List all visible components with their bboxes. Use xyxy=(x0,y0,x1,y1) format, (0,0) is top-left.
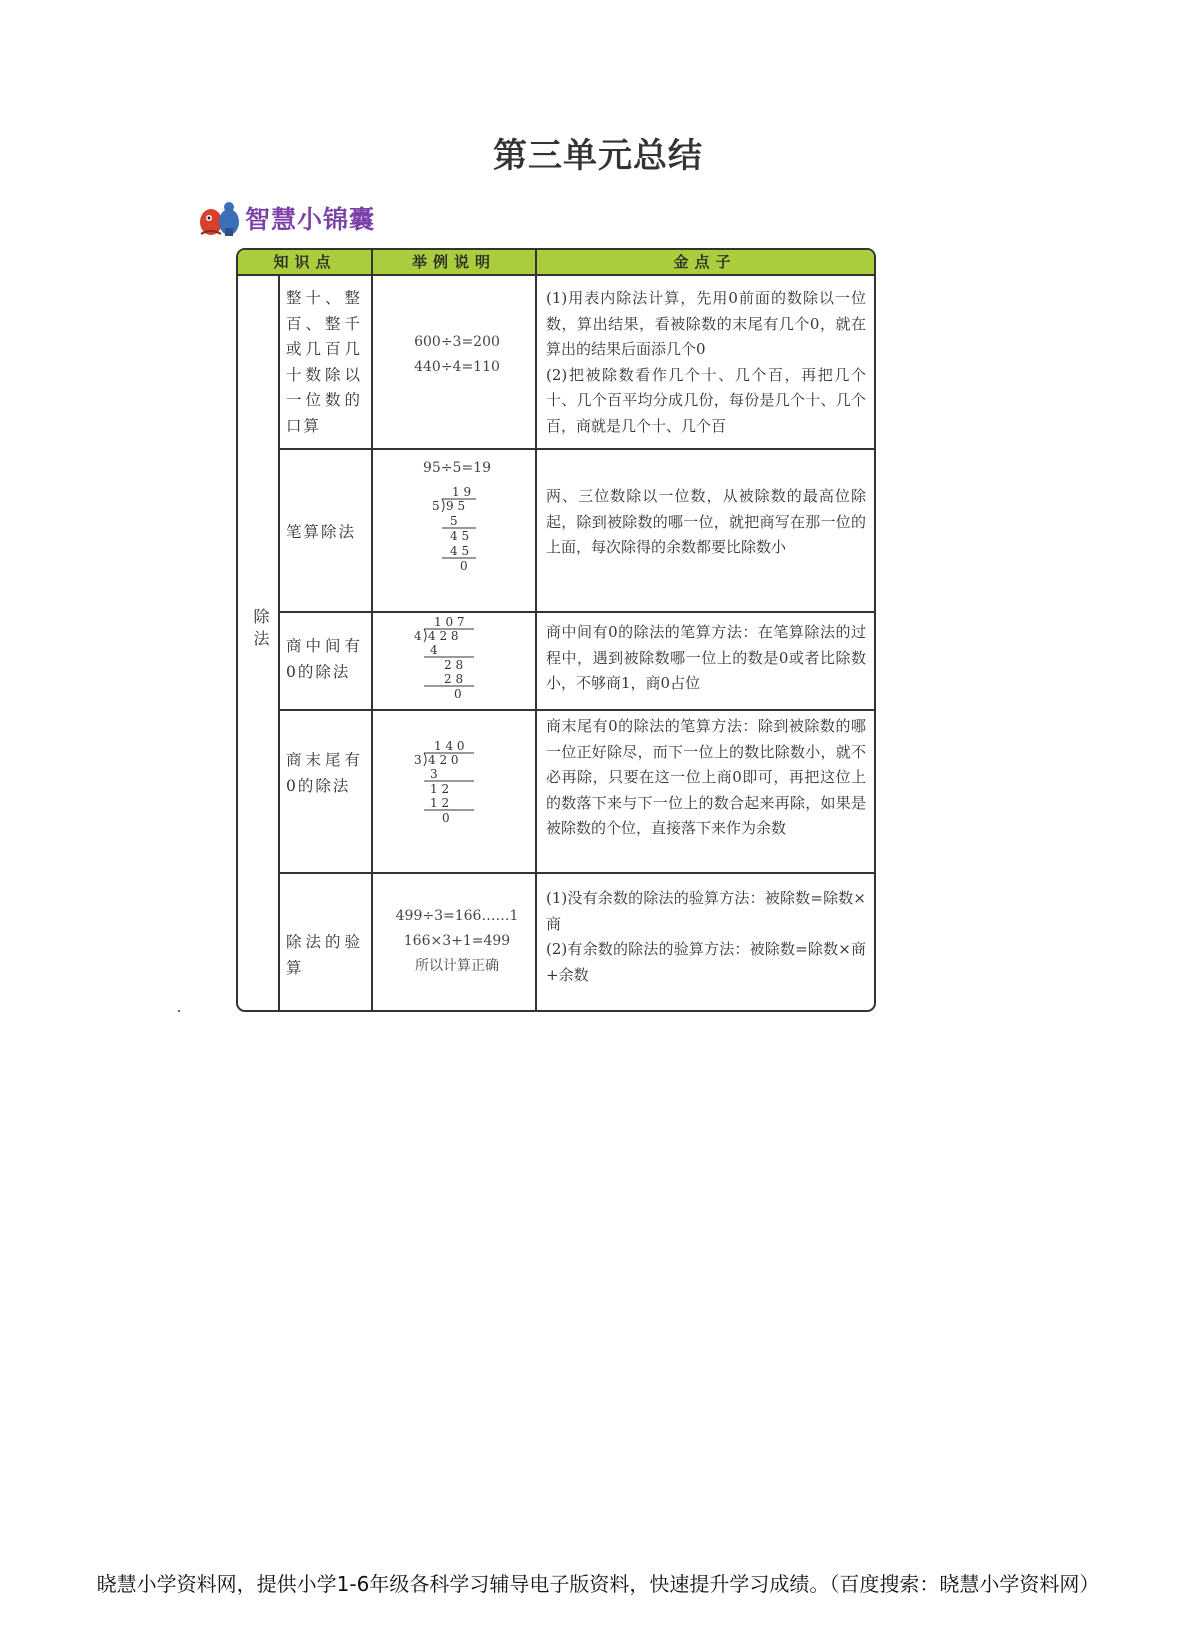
tip-cell: 商末尾有0的除法的笔算方法：除到被除数的哪一位正好除尽，而下一位上的数比除数小，就不必再除，只要在这一位上商0即可，再把这位上的数落下来与下一位上的数合起来再除，如果是被除数的个位，直接落下来作为余数 xyxy=(546,717,866,838)
footer-note: 晓慧小学资料网，提供小学1-6年级各科学习辅导电子版资料，快速提升学习成绩。（百度搜索：晓慧小学资料网） xyxy=(96,1572,1100,1596)
example-line: 499÷3=166……1 xyxy=(395,908,519,924)
example-cell xyxy=(378,330,536,380)
tip-cell: 两、三位数除以一位数，从被除数的最高位除起，除到被除数的哪一位，就把商写在那一位的上面，每次除得的余数都要比除数小 xyxy=(546,487,866,557)
grid-line xyxy=(278,276,280,1010)
stray-dot xyxy=(178,1010,180,1012)
quotient: 1 0 7 xyxy=(434,615,465,629)
example-cell xyxy=(378,904,536,979)
example-line: 440÷4=110 xyxy=(414,359,500,375)
row-separator xyxy=(278,709,874,711)
step: 3 xyxy=(430,767,438,781)
step: 1 2 xyxy=(430,782,450,796)
dividend: 4 2 8 xyxy=(428,629,459,643)
row-separator xyxy=(278,872,874,874)
step: 4 5 xyxy=(450,529,470,543)
divisor: 3 xyxy=(414,753,422,767)
divisor: 4 xyxy=(414,629,422,643)
tip-cell: (1)没有余数的除法的验算方法：被除数=除数×商 (2)有余数的除法的验算方法：被除数=除数×商+余数 xyxy=(546,889,866,984)
table-header xyxy=(238,250,874,276)
knowledge-cell: 笔算除法 xyxy=(286,523,357,541)
example-line: 所以计算正确 xyxy=(415,958,499,974)
step: 4 5 xyxy=(450,544,470,558)
divisor: 5 xyxy=(432,499,440,513)
example-line: 600÷3=200 xyxy=(414,334,500,350)
long-division xyxy=(420,484,490,584)
quotient: 1 4 0 xyxy=(434,739,465,753)
step: 0 xyxy=(460,559,468,573)
step: 2 8 xyxy=(444,658,464,672)
category-text: 除法 xyxy=(251,608,270,652)
page-title: 第三单元总结 xyxy=(493,136,703,176)
header-example: 举例说明 xyxy=(411,253,496,271)
tip-cell: 商中间有0的除法的笔算方法：在笔算除法的过程中，遇到被除数哪一位上的数是0或者比除数小，不够商1，商0占位 xyxy=(546,623,866,693)
step: 0 xyxy=(454,687,462,701)
tip-cell: (1)用表内除法计算，先用0前面的数除以一位数，算出结果，看被除数的末尾有几个0，就在算出的结果后面添几个0 (2)把被除数看作几个十、几个百，再把几个十、几个百平均分成几份，每份是几个十、几个百，商就是几个十、几个百 xyxy=(546,289,866,435)
step: 0 xyxy=(442,811,450,825)
quotient: 1 9 xyxy=(452,485,472,499)
header-tip: 金点子 xyxy=(673,253,737,271)
step: 2 8 xyxy=(444,672,464,686)
example-line: 166×3+1=499 xyxy=(403,933,511,949)
step: 1 2 xyxy=(430,796,450,810)
step: 5 xyxy=(450,514,458,528)
knowledge-cell: 整十、整百、整千或几百几十数除以一位数的口算 xyxy=(286,289,362,435)
mascot-icon xyxy=(197,198,241,238)
example-line: 95÷5=19 xyxy=(423,460,491,476)
grid-line xyxy=(371,250,373,1010)
badge-label: 智慧小锦囊 xyxy=(245,205,376,234)
long-division xyxy=(408,738,488,834)
row-separator xyxy=(278,611,874,613)
step: 4 xyxy=(430,643,438,657)
knowledge-cell: 商末尾有0的除法 xyxy=(286,751,362,795)
tips-badge xyxy=(197,198,375,238)
example-cell xyxy=(378,456,536,481)
dividend: 4 2 0 xyxy=(428,753,459,767)
header-knowledge: 知识点 xyxy=(273,253,337,271)
dividend: 9 5 xyxy=(446,499,466,513)
category-label xyxy=(246,608,274,660)
knowledge-cell: 除法的验算 xyxy=(286,933,362,977)
row-separator xyxy=(278,448,874,450)
knowledge-cell: 商中间有0的除法 xyxy=(286,637,362,681)
long-division xyxy=(408,614,488,710)
summary-table xyxy=(236,248,876,1012)
